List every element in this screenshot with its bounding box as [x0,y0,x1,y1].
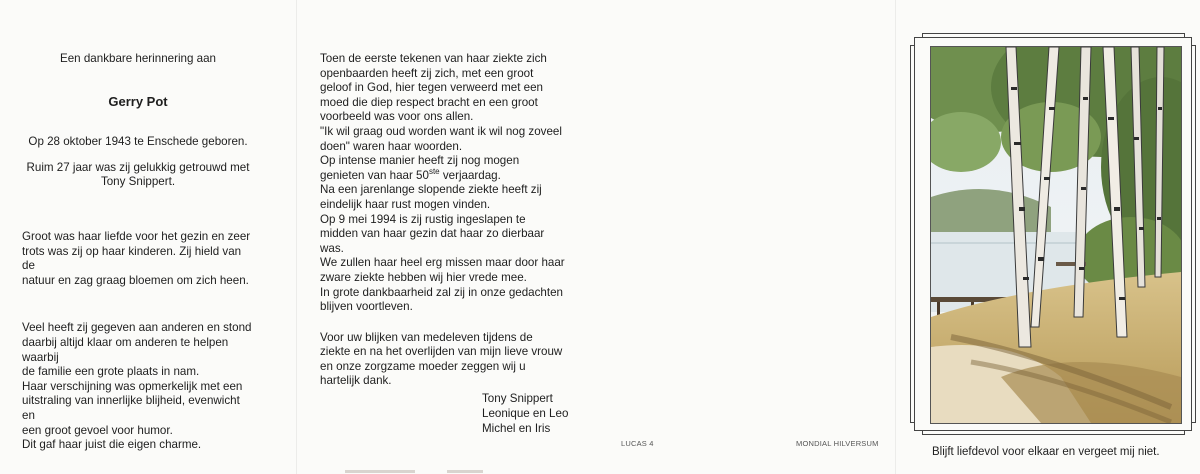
left-paragraph-1 [22,230,254,288]
text-line: eindelijk haar rust mogen vinden. [320,197,491,211]
text-line: trots was zij op haar kinderen. Zij hield van de [22,244,242,273]
ink-mark [447,470,483,473]
text-line: Op 9 mei 1994 is zij rustig ingeslapen te [320,212,526,226]
deceased-name: Gerry Pot [108,93,168,109]
text-line: hartelijk dank. [320,374,392,388]
text-line: Groot was haar liefde voor het gezin en zeer [22,229,251,243]
left-column [22,52,254,453]
text-line: Haar verschijning was opmerkelijk met een [22,379,243,393]
text-line: doen" waren haar woorden. [320,139,463,153]
text-line: "Ik wil graag oud worden want ik wil nog zoveel [320,124,562,138]
card-fold-line-left [296,0,297,474]
text-line: Op intense manier heeft zij nog mogen [320,154,520,168]
text-line: een groot gevoel voor humor. [22,423,173,437]
text-line: de familie een grote plaats in nam. [22,365,200,379]
text-line: openbaarden heeft zij zich, met een groot [320,66,534,80]
marriage-line-1: Ruim 27 jaar was zij gelukkig getrouwd met [26,160,250,174]
birch-trees-lakeside-icon [931,47,1181,423]
marriage-line-2: Tony Snippert. [100,175,176,189]
ink-mark [345,470,415,473]
text-line: Toen de eerste tekenen van haar ziekte zich [320,52,547,65]
text-line: Dit gaf haar juist die eigen charme. [22,438,202,452]
bible-reference: LUCAS 4 [621,439,654,448]
signature-line: Leonique en Leo [482,407,569,421]
text-line: en onze zorgzame moeder zeggen wij u [320,359,526,373]
signature-line: Michel en Iris [482,422,551,436]
intro-line: Een dankbare herinnering aan [60,52,216,65]
signatures [482,391,585,436]
text-line: midden van haar gezin dat haar zo dierbaar [320,227,545,241]
birth-line: Op 28 oktober 1943 te Enschede geboren. [28,135,248,149]
card-fold-line-right [895,0,896,474]
text-line: daarbij altijd klaar om anderen te helpen waarbij [22,335,229,364]
text-line: moed die diep respect bracht en een groot [320,95,538,109]
middle-paragraph-1 [320,52,585,315]
left-paragraph-2 [22,321,254,452]
text-line: zware ziekte hebben wij hier vrede mee. [320,270,527,284]
text-line: We zullen haar heel erg missen maar door haar [320,256,565,270]
card-caption: Blijft liefdevol voor elkaar en vergeet mij niet. [932,446,1160,458]
middle-paragraph-3 [320,331,585,389]
birthday-prefix: genieten van haar 50 [320,168,429,182]
birthday-line [320,166,585,184]
text-line: geloof in God, hier tegen verweerd met een [320,81,543,95]
birthday-superscript: ste [428,166,440,176]
text-line: Na een jarenlange slopende ziekte heeft zij [320,183,542,197]
text-line: natuur en zag graag bloemen om zich heen. [22,273,249,287]
printer-imprint: MONDIAL HILVERSUM [796,439,879,448]
text-line: blijven voortleven. [320,300,413,314]
text-line: uitstraling van innerlijke blijheid, evenwicht en [22,394,240,422]
signature-line: Tony Snippert [482,392,553,406]
text-line: Voor uw blijken van medeleven tijdens de [320,330,533,344]
text-line: In grote dankbaarheid zal zij in onze gedachten [320,285,563,299]
middle-column [320,52,585,436]
birch-trees-photo [930,46,1182,424]
text-line: was. [320,241,344,255]
text-line: voorbeeld was voor ons allen. [320,110,474,124]
text-line: Veel heeft zij gegeven aan anderen en stond [22,321,252,335]
text-line: ziekte en na het overlijden van mijn lieve vrouw [320,345,563,359]
birthday-suffix: verjaardag. [439,168,501,182]
